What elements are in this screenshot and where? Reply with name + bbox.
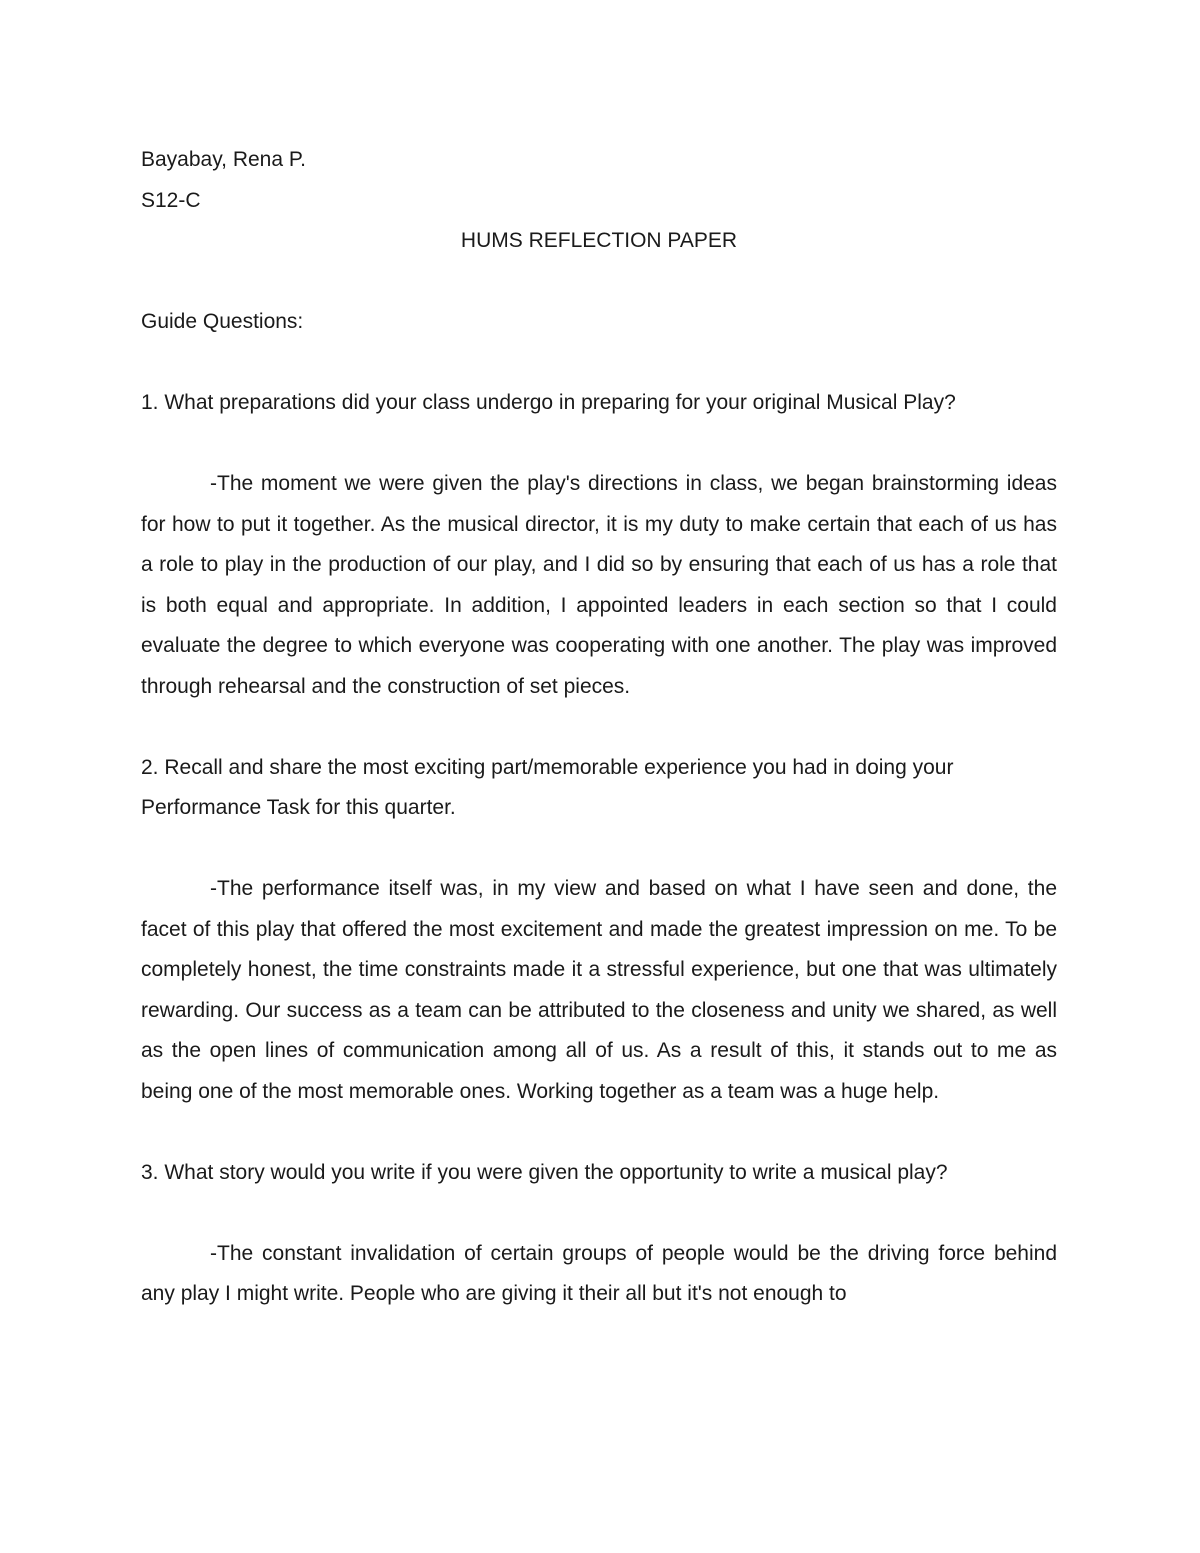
spacer <box>141 424 1057 465</box>
spacer <box>141 707 1057 748</box>
document-body <box>141 140 1057 1315</box>
spacer <box>141 262 1057 303</box>
spacer <box>141 1193 1057 1234</box>
spacer <box>141 829 1057 870</box>
answer-2: -The performance itself was, in my view and based on what I have seen and done, the facet of this play that offered the most excitement and made the greatest impression on me. To be completely honest, the time constraints made it a stressful experience, but one that was ultimately rewarding. Our success as a team can be attributed to the closeness and unity we shared, as well as the open lines of communication among all of us. As a result of this, it stands out to me as being one of the most memorable ones. Working together as a team was a huge help. <box>141 877 1057 1103</box>
question-2: 2. Recall and share the most exciting part/memorable experience you had in doing your Performance Task for this quarter. <box>141 755 954 819</box>
spacer <box>141 1112 1057 1153</box>
student-name: Bayabay, Rena P. <box>141 148 307 171</box>
student-section: S12-C <box>141 188 201 212</box>
question-1: 1. What preparations did your class undergo in preparing for your original Musical Play? <box>141 391 956 414</box>
paper-title: HUMS REFLECTION PAPER <box>460 229 738 252</box>
question-3: 3. What story would you write if you were given the opportunity to write a musical play? <box>141 1160 948 1184</box>
answer-3: -The constant invalidation of certain groups of people would be the driving force behind any play I might write. People who are giving it their all but it's not enough to <box>141 1241 1057 1305</box>
spacer <box>141 343 1057 384</box>
answer-1: -The moment we were given the play's directions in class, we began brainstorming ideas for how to put it together. As the musical director, it is my duty to make certain that each of us has a role to play in the production of our play, and I did so by ensuring that each of us has a role that is both equal and appropriate. In addition, I appointed leaders in each section so that I could evaluate the degree to which everyone was cooperating with one another. The play was improved through rehearsal and the construction of set pieces. <box>141 472 1057 698</box>
guide-questions-label: Guide Questions: <box>141 310 304 333</box>
